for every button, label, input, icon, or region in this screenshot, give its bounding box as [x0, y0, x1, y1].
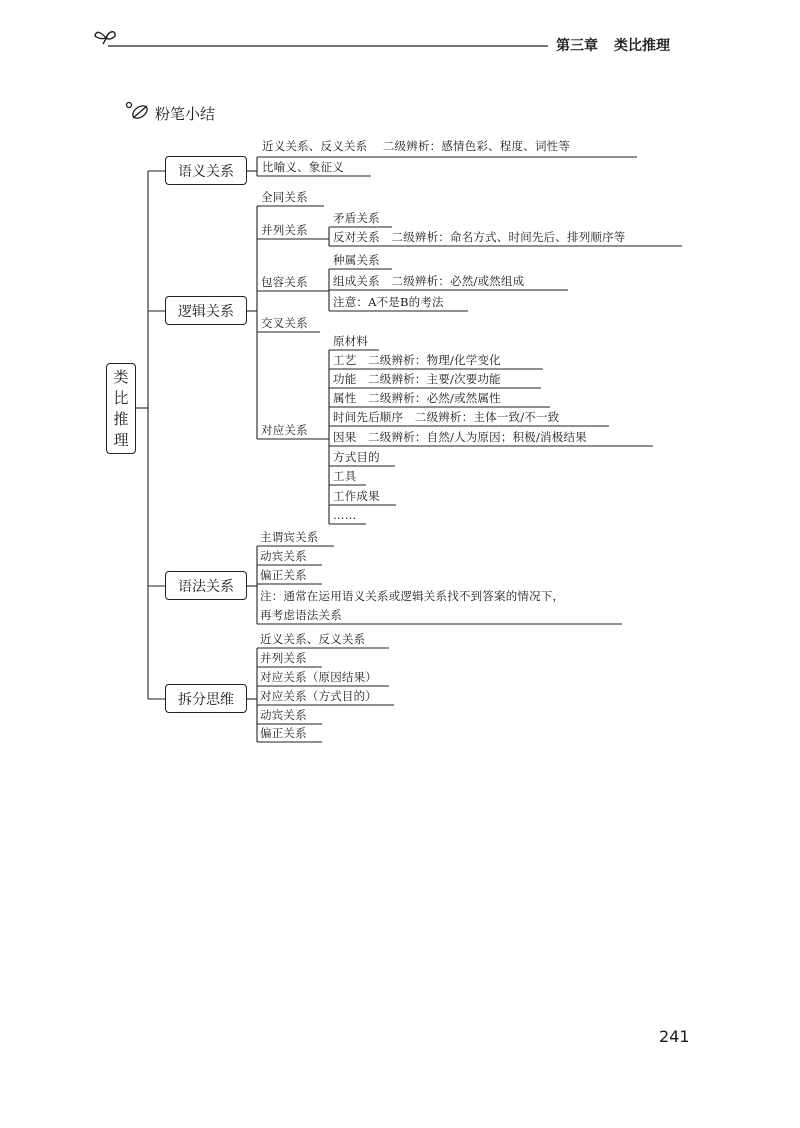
leaf: 组成关系 二级辨析：必然/或然组成 — [333, 274, 525, 288]
leaf: 近义关系、反义关系 二级辨析：感情色彩、程度、词性等 — [262, 139, 571, 153]
leaf: 工作成果 — [333, 489, 380, 503]
chapter-title: 类比推理 — [614, 38, 670, 54]
leaf: 方式目的 — [333, 450, 380, 464]
branch-logic: 逻辑关系 — [165, 296, 247, 325]
leaf: 对应关系（原因结果） — [260, 670, 377, 684]
leaf: 因果 二级辨析：自然/人为原因；积极/消极结果 — [333, 430, 587, 444]
leaf: 种属关系 — [333, 253, 380, 267]
chalk-icon — [127, 103, 150, 121]
root-char: 推 — [113, 409, 129, 428]
leaf: 属性 二级辨析：必然/或然属性 — [333, 391, 501, 405]
leaf: 并列关系 — [260, 651, 307, 665]
note-line: 注：通常在运用语义关系或逻辑关系找不到答案的情况下， — [260, 589, 565, 603]
section-title: 粉笔小结 — [155, 105, 216, 123]
leaf: 动宾关系 — [260, 708, 307, 722]
sub-branch: 对应关系 — [261, 423, 308, 437]
leaf: 反对关系 二级辨析：命名方式、时间先后、排列顺序等 — [333, 230, 626, 244]
page-number: 241 — [659, 1027, 690, 1046]
leaf: 比喻义、象征义 — [262, 160, 344, 174]
chapter-number: 第三章 — [556, 38, 598, 54]
leaf: 全同关系 — [261, 190, 308, 204]
leaf: 偏正关系 — [260, 568, 307, 582]
branch-semantic: 语义关系 — [165, 156, 247, 185]
leaf: 偏正关系 — [260, 726, 307, 740]
leaf: 时间先后顺序 二级辨析：主体一致/不一致 — [333, 410, 560, 424]
leaf: …… — [333, 508, 357, 522]
leaf: 功能 二级辨析：主要/次要功能 — [333, 372, 501, 386]
root-char: 理 — [113, 430, 129, 449]
branch-split: 拆分思维 — [165, 684, 247, 713]
leaf: 工具 — [333, 469, 357, 483]
leaf: 原材料 — [333, 334, 369, 348]
leaf: 工艺 二级辨析：物理/化学变化 — [333, 353, 501, 367]
leaf: 动宾关系 — [260, 549, 307, 563]
leaf: 注意：A不是B的考法 — [333, 295, 444, 309]
note-line: 再考虑语法关系 — [260, 608, 342, 622]
leaf: 主谓宾关系 — [260, 530, 319, 544]
leaf: 矛盾关系 — [333, 211, 380, 225]
leaf: 交叉关系 — [261, 316, 308, 330]
sub-branch: 包容关系 — [261, 275, 308, 289]
sub-branch: 并列关系 — [261, 223, 308, 237]
root-node — [106, 363, 136, 454]
leaf: 近义关系、反义关系 — [260, 632, 366, 646]
root-char: 比 — [113, 388, 129, 407]
leaf: 对应关系（方式目的） — [260, 689, 377, 703]
sprout-icon — [95, 32, 115, 44]
branch-grammar: 语法关系 — [165, 571, 247, 600]
root-char: 类 — [113, 367, 129, 386]
